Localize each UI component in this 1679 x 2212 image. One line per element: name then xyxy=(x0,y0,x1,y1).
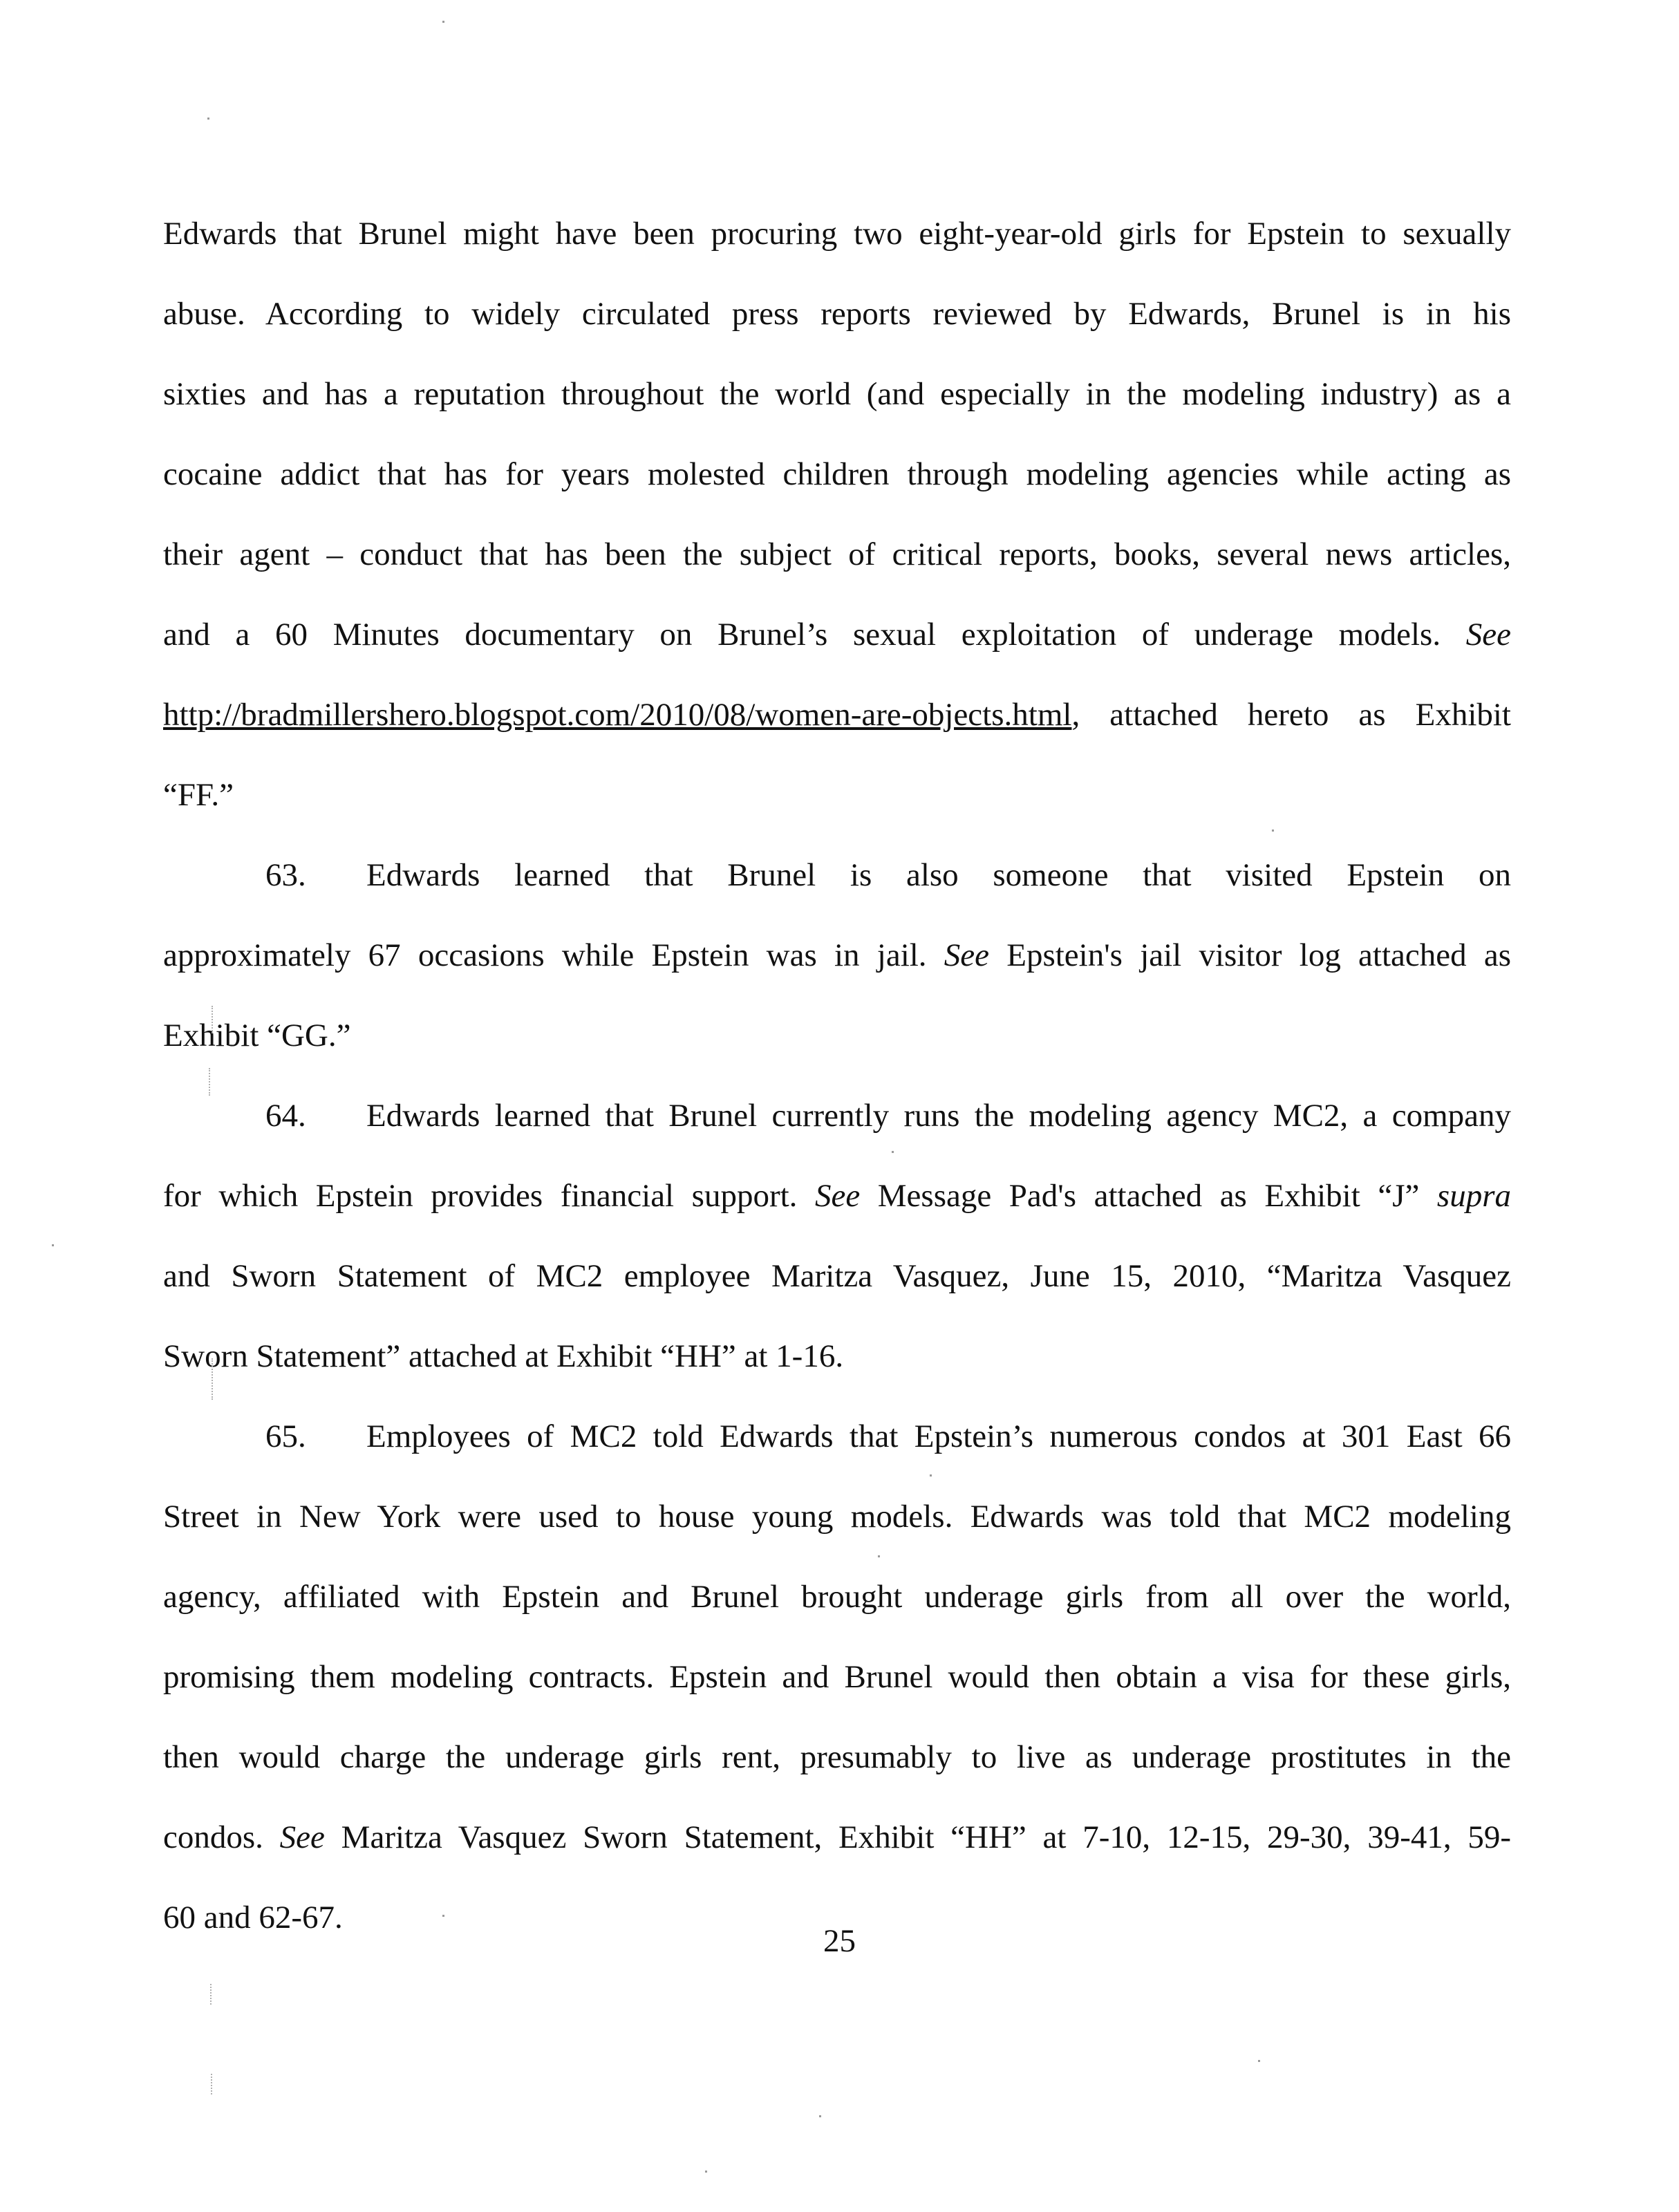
line-text: Edwards learned that Brunel currently runs the modeling agency MC2, a company xyxy=(366,1098,1511,1134)
exhibit-url-link[interactable]: http://bradmillershero.blogspot.com/2010/08/women-are-objects.html xyxy=(163,697,1072,733)
body-line xyxy=(163,695,1511,734)
scan-speck xyxy=(878,1555,880,1557)
scan-mark xyxy=(209,1068,212,1096)
scan-speck xyxy=(442,21,444,23)
body-line xyxy=(163,1577,1511,1616)
line-text: sixties and has a reputation throughout the world (and especially in the modeling industry) as a xyxy=(163,376,1511,412)
signal-see: See xyxy=(1465,617,1511,653)
line-text: 60 and 62-67. xyxy=(163,1900,343,1936)
body-line xyxy=(163,375,1511,413)
line-text: Epstein's jail visitor log attached as xyxy=(989,937,1511,973)
scan-speck xyxy=(1258,2060,1260,2062)
body-line xyxy=(163,1337,1511,1376)
line-text: cocaine addict that has for years molested children through modeling agencies while acting as xyxy=(163,456,1511,492)
body-line xyxy=(163,294,1511,333)
body-line xyxy=(163,535,1511,574)
line-text: and a 60 Minutes documentary on Brunel’s sexual exploitation of underage models. xyxy=(163,617,1466,653)
scan-speck xyxy=(705,2171,707,2173)
scan-speck xyxy=(52,1244,54,1246)
paragraph-number xyxy=(265,1096,348,1135)
line-text: Edwards that Brunel might have been procuring two eight-year-old girls for Epstein to sexually xyxy=(163,216,1511,252)
line-text: Street in New York were used to house young models. Edwards was told that MC2 modeling xyxy=(163,1499,1511,1535)
line-text: condos. xyxy=(163,1819,280,1855)
body-line xyxy=(163,455,1511,494)
scan-mark xyxy=(210,1984,213,2005)
scan-speck xyxy=(442,1915,444,1917)
paragraph-number-text: 65. xyxy=(265,1418,306,1454)
line-text: Message Pad's attached as Exhibit “J” xyxy=(860,1178,1437,1214)
body-line xyxy=(163,936,1511,975)
body-line xyxy=(163,1658,1511,1696)
line-text: agency, affiliated with Epstein and Brunel brought underage girls from all over the world, xyxy=(163,1579,1511,1615)
body-line xyxy=(163,1738,1511,1777)
line-text: Edwards learned that Brunel is also someone that visited Epstein on xyxy=(366,857,1511,893)
scan-mark xyxy=(212,1006,214,1033)
body-line xyxy=(366,856,1511,894)
page-number: 25 xyxy=(823,1923,856,1959)
body-line xyxy=(366,1096,1511,1135)
signal-see: See xyxy=(279,1819,325,1855)
body-line xyxy=(163,1016,1511,1055)
line-text: promising them modeling contracts. Epstein and Brunel would then obtain a visa for these girls, xyxy=(163,1659,1511,1695)
body-line xyxy=(163,1257,1511,1295)
scan-mark xyxy=(211,2074,214,2094)
body-line xyxy=(366,1417,1511,1456)
line-text: Exhibit “GG.” xyxy=(163,1018,351,1053)
line-text: Sworn Statement” attached at Exhibit “HH” at 1-16. xyxy=(163,1338,844,1374)
paragraph-number xyxy=(265,1417,348,1456)
line-text: then would charge the underage girls rent, presumably to live as underage prostitutes in the xyxy=(163,1739,1511,1775)
line-text: “FF.” xyxy=(163,777,234,813)
paragraph-number xyxy=(265,856,348,894)
line-text: abuse. According to widely circulated press reports reviewed by Edwards, Brunel is in his xyxy=(163,296,1511,332)
scan-speck xyxy=(892,1151,894,1153)
body-line xyxy=(163,1818,1511,1857)
signal-supra: supra xyxy=(1436,1178,1511,1214)
scan-speck xyxy=(930,1474,932,1477)
scan-speck xyxy=(819,2115,821,2117)
paragraph-number-text: 63. xyxy=(265,857,306,893)
body-line xyxy=(163,214,1511,253)
scan-speck xyxy=(1272,830,1274,832)
scan-speck xyxy=(207,118,209,120)
body-line xyxy=(163,1497,1511,1536)
line-text: Maritza Vasquez Sworn Statement, Exhibit “HH” at 7-10, 12-15, 29-30, 39-41, 59- xyxy=(324,1819,1512,1855)
line-text: , attached hereto as Exhibit xyxy=(1071,697,1511,733)
paragraph-number-text: 64. xyxy=(265,1098,306,1134)
body-line xyxy=(163,776,1511,814)
line-text: for which Epstein provides financial support. xyxy=(163,1178,815,1214)
signal-see: See xyxy=(944,937,990,973)
body-line xyxy=(163,1177,1511,1215)
line-text: and Sworn Statement of MC2 employee Maritza Vasquez, June 15, 2010, “Maritza Vasquez xyxy=(163,1258,1511,1294)
body-line xyxy=(163,615,1511,654)
line-text: their agent – conduct that has been the subject of critical reports, books, several news articles, xyxy=(163,536,1511,572)
line-text: Employees of MC2 told Edwards that Epstein’s numerous condos at 301 East 66 xyxy=(366,1418,1511,1454)
line-text: approximately 67 occasions while Epstein was in jail. xyxy=(163,937,944,973)
signal-see: See xyxy=(814,1178,861,1214)
scan-mark xyxy=(212,1358,214,1400)
